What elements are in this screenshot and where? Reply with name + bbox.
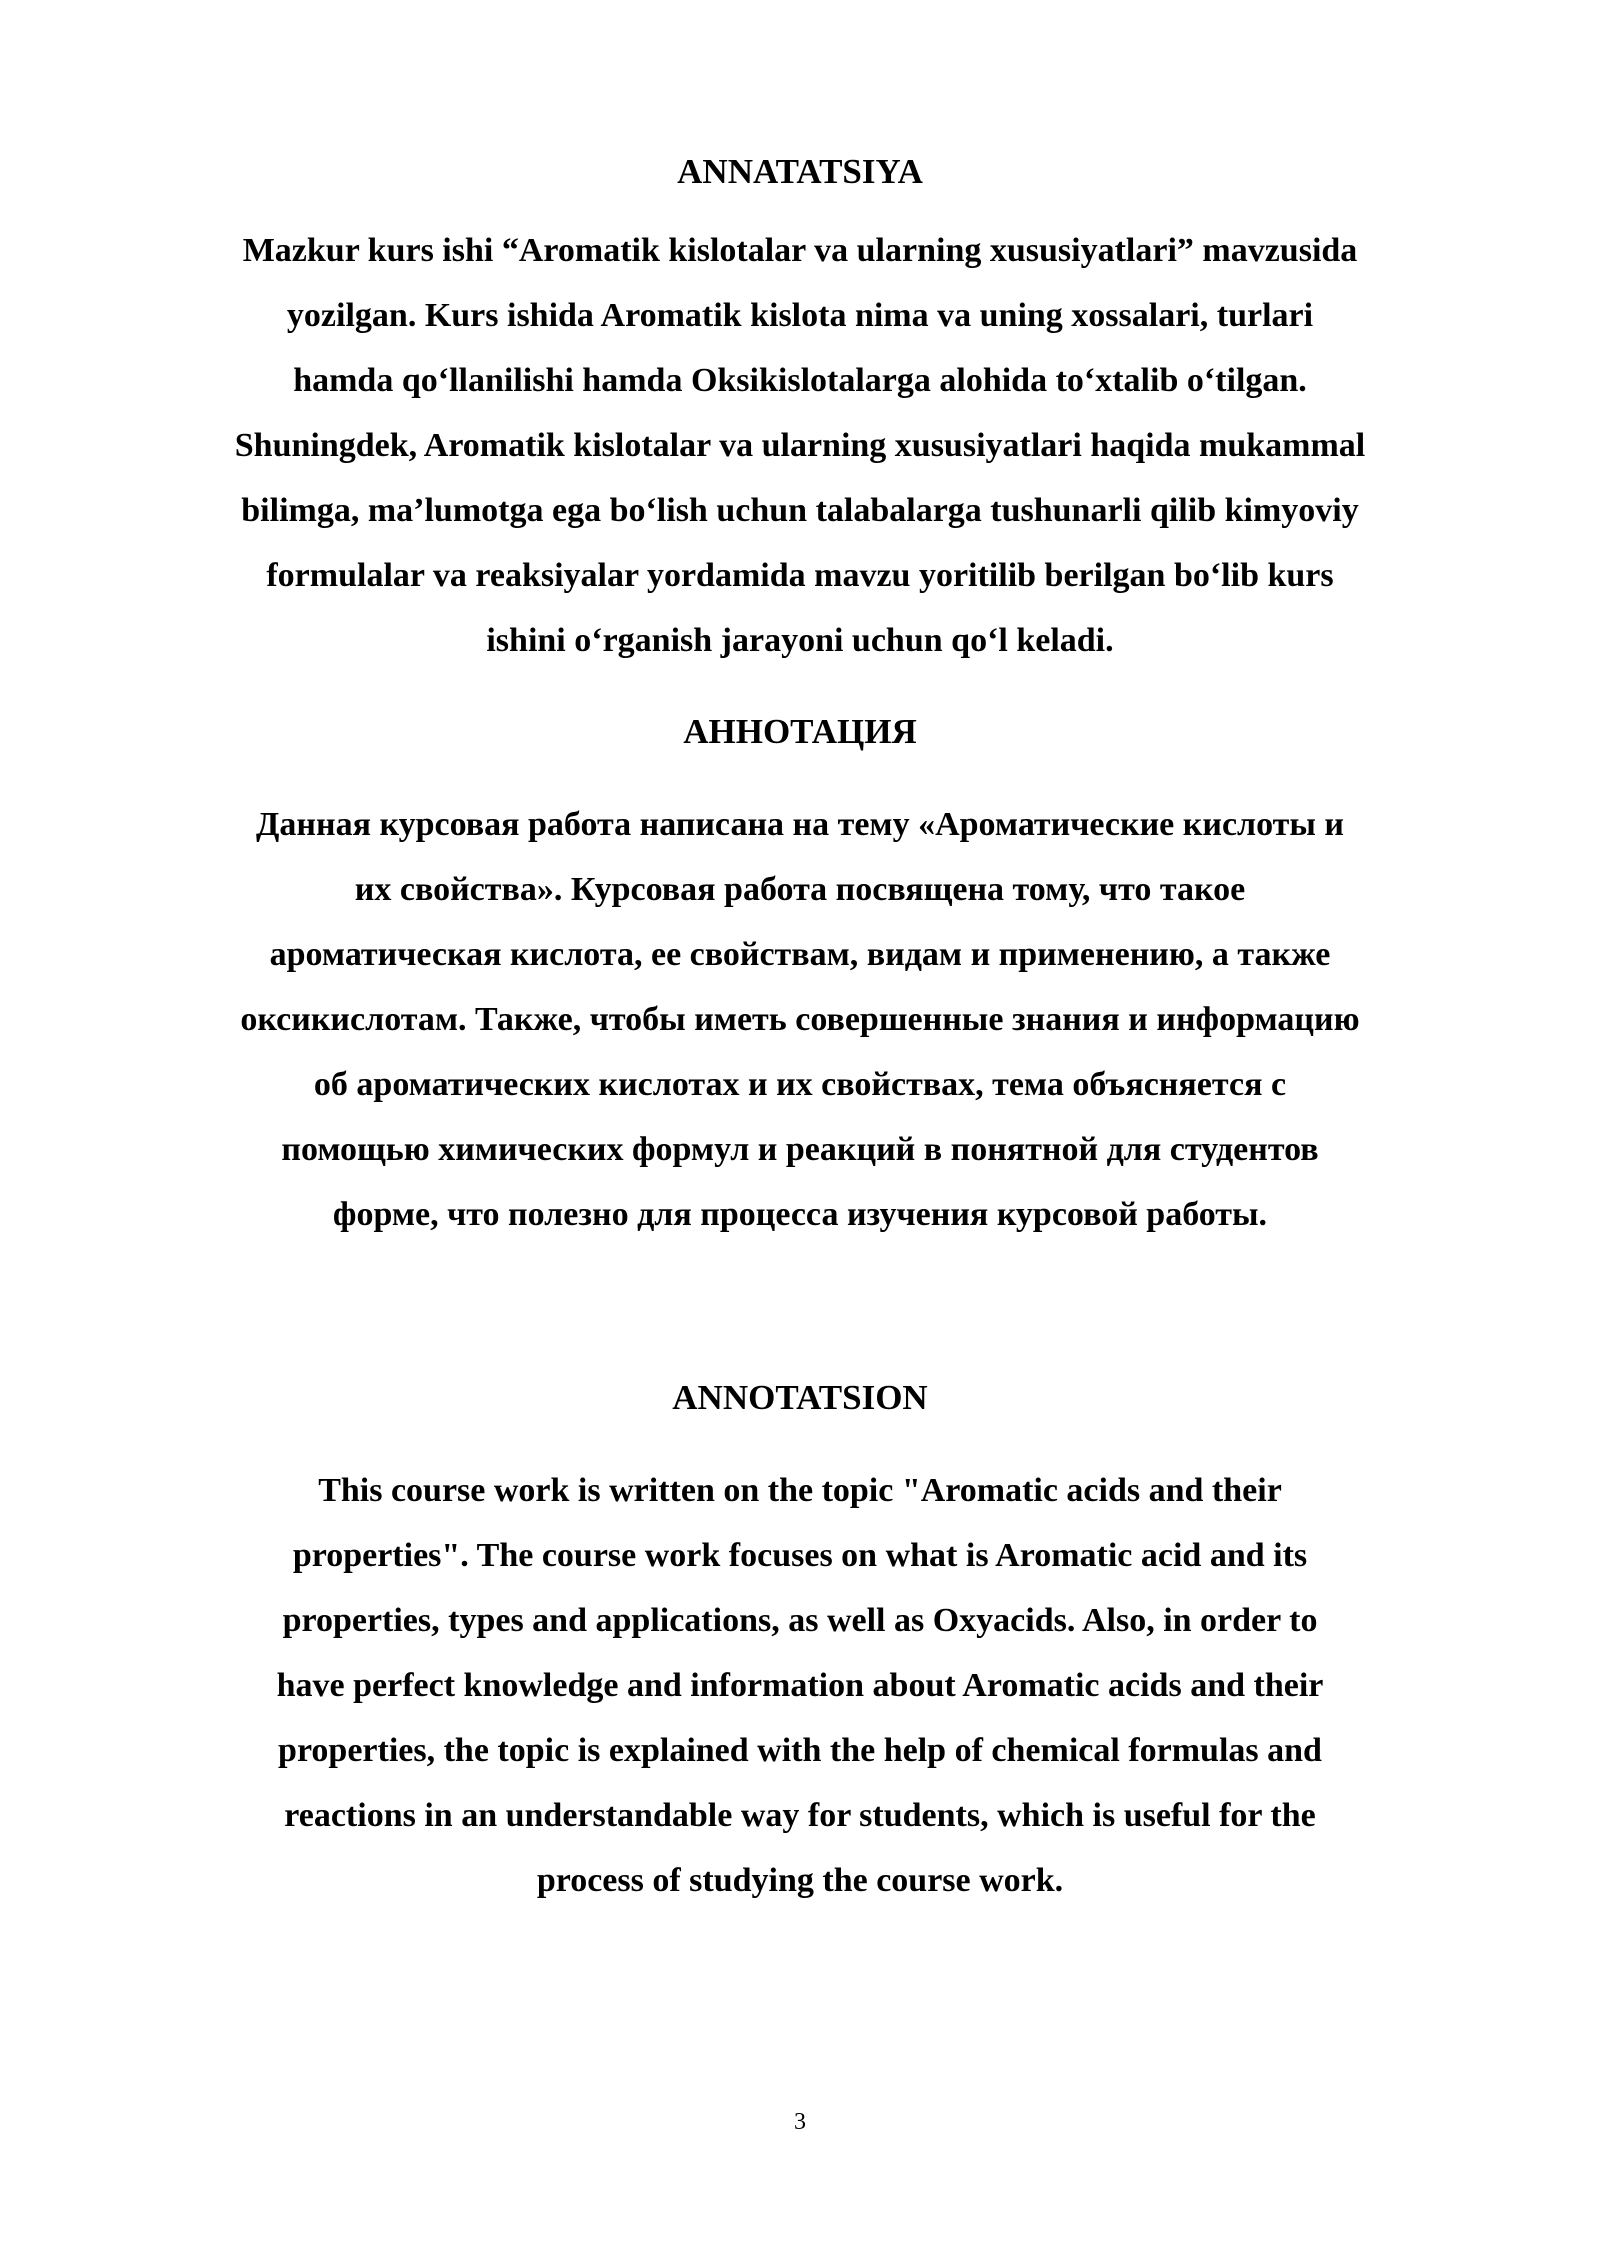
- heading-annatatsiya: ANNATATSIYA: [677, 152, 923, 191]
- text-line: yozilgan. Kurs ishida Aromatik kislota nima va uning xossalari, turlari: [286, 297, 1314, 334]
- heading-annotatsiya-ru: АННОТАЦИЯ: [683, 712, 917, 751]
- text-line: Данная курсовая работа написана на тему «Ароматические кислоты и: [256, 806, 1344, 843]
- text-line: This course work is written on the topic "Aromatic acids and their: [318, 1472, 1282, 1509]
- text-line: reactions in an understandable way for students, which is useful for the: [284, 1797, 1316, 1834]
- text-line: ароматическая кислота, ее свойствам, видам и применению, а также: [269, 936, 1331, 973]
- text-line: форме, что полезно для процесса изучения курсовой работы.: [332, 1196, 1268, 1233]
- page-number: 3: [794, 2109, 806, 2135]
- text-line: об ароматических кислотах и их свойствах, тема объясняется с: [313, 1066, 1287, 1103]
- text-line: properties, the topic is explained with the help of chemical formulas and: [278, 1732, 1322, 1769]
- heading-annotatsion: ANNOTATSION: [672, 1378, 928, 1417]
- text-line: оксикислотам. Также, чтобы иметь совершенные знания и информацию: [240, 1001, 1360, 1038]
- text-line: properties, types and applications, as well as Oxyacids. Also, in order to: [282, 1602, 1318, 1639]
- text-line: Mazkur kurs ishi “Aromatik kislotalar va ularning xususiyatlari” mavzusida: [242, 232, 1358, 269]
- abstract-english: [220, 1458, 1380, 1913]
- text-line: have perfect knowledge and information about Aromatic acids and their: [276, 1667, 1324, 1704]
- abstract-russian: [220, 792, 1380, 1247]
- text-line: их свойства». Курсовая работа посвящена тому, что такое: [354, 871, 1246, 908]
- text-line: formulalar va reaksiyalar yordamida mavzu yoritilib berilgan bo‘lib kurs: [266, 557, 1334, 594]
- text-line: process of studying the course work.: [536, 1862, 1064, 1899]
- text-line: hamda qo‘llanilishi hamda Oksikislotalarga alohida to‘xtalib o‘tilgan.: [293, 362, 1307, 399]
- text-line: properties". The course work focuses on what is Aromatic acid and its: [292, 1537, 1308, 1574]
- abstract-uzbek: [220, 218, 1380, 673]
- text-line: Shuningdek, Aromatik kislotalar va ularning xususiyatlari haqida mukammal: [234, 427, 1366, 464]
- text-line: помощью химических формул и реакций в понятной для студентов: [281, 1131, 1319, 1168]
- text-line: ishini o‘rganish jarayoni uchun qo‘l keladi.: [486, 622, 1114, 659]
- text-line: bilimga, ma’lumotga ega bo‘lish uchun talabalarga tushunarli qilib kimyoviy: [241, 492, 1359, 529]
